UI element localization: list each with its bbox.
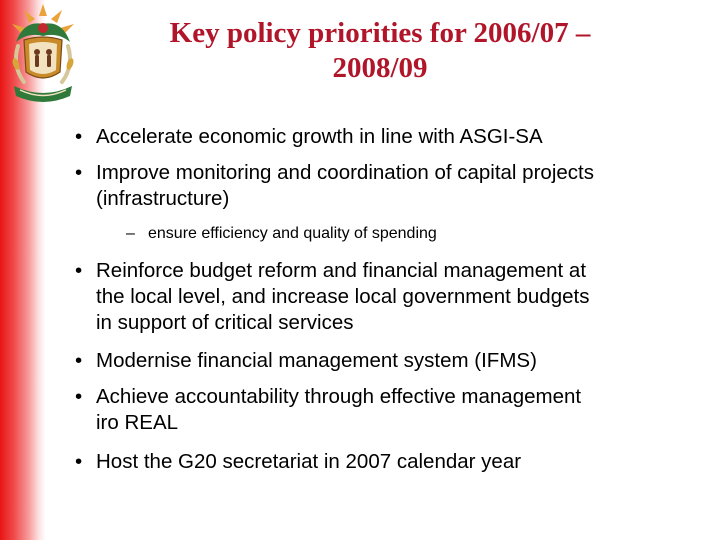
bullet-dot: •	[75, 161, 83, 184]
bullet-dot: •	[75, 125, 83, 148]
bullet-item	[75, 449, 696, 475]
bullet-dot: •	[75, 349, 83, 372]
sub-bullet-item	[126, 224, 437, 244]
bullet-line: iro REAL	[96, 411, 179, 434]
bullet-line: Accelerate economic growth in line with ASGI-SA	[96, 125, 543, 148]
bullet-line: (infrastructure)	[96, 187, 230, 210]
sub-bullet-dash: –	[126, 225, 135, 242]
title-line-1: Key policy priorities for 2006/07 –	[169, 17, 591, 49]
bullet-line: Reinforce budget reform and financial management at	[96, 259, 587, 282]
bullet-dot: •	[75, 259, 83, 282]
bullet-item	[75, 124, 696, 150]
bullet-line: Improve monitoring and coordination of capital projects	[96, 161, 594, 184]
bullet-item	[75, 384, 696, 436]
bullet-item	[75, 160, 696, 212]
bullet-line: Host the G20 secretariat in 2007 calendar year	[96, 450, 522, 473]
bullet-line: Achieve accountability through effective management	[96, 385, 582, 408]
bullet-line: the local level, and increase local government budgets	[96, 285, 590, 308]
bullet-dot: •	[75, 385, 83, 408]
bullet-item	[75, 348, 696, 374]
title-line-2: 2008/09	[332, 52, 428, 84]
sub-bullet-text: ensure efficiency and quality of spending	[148, 225, 437, 242]
bullet-item	[75, 258, 696, 336]
bullet-line: in support of critical services	[96, 311, 354, 334]
bullet-line: Modernise financial management system (IFMS)	[96, 349, 537, 372]
bullet-dot: •	[75, 450, 83, 473]
